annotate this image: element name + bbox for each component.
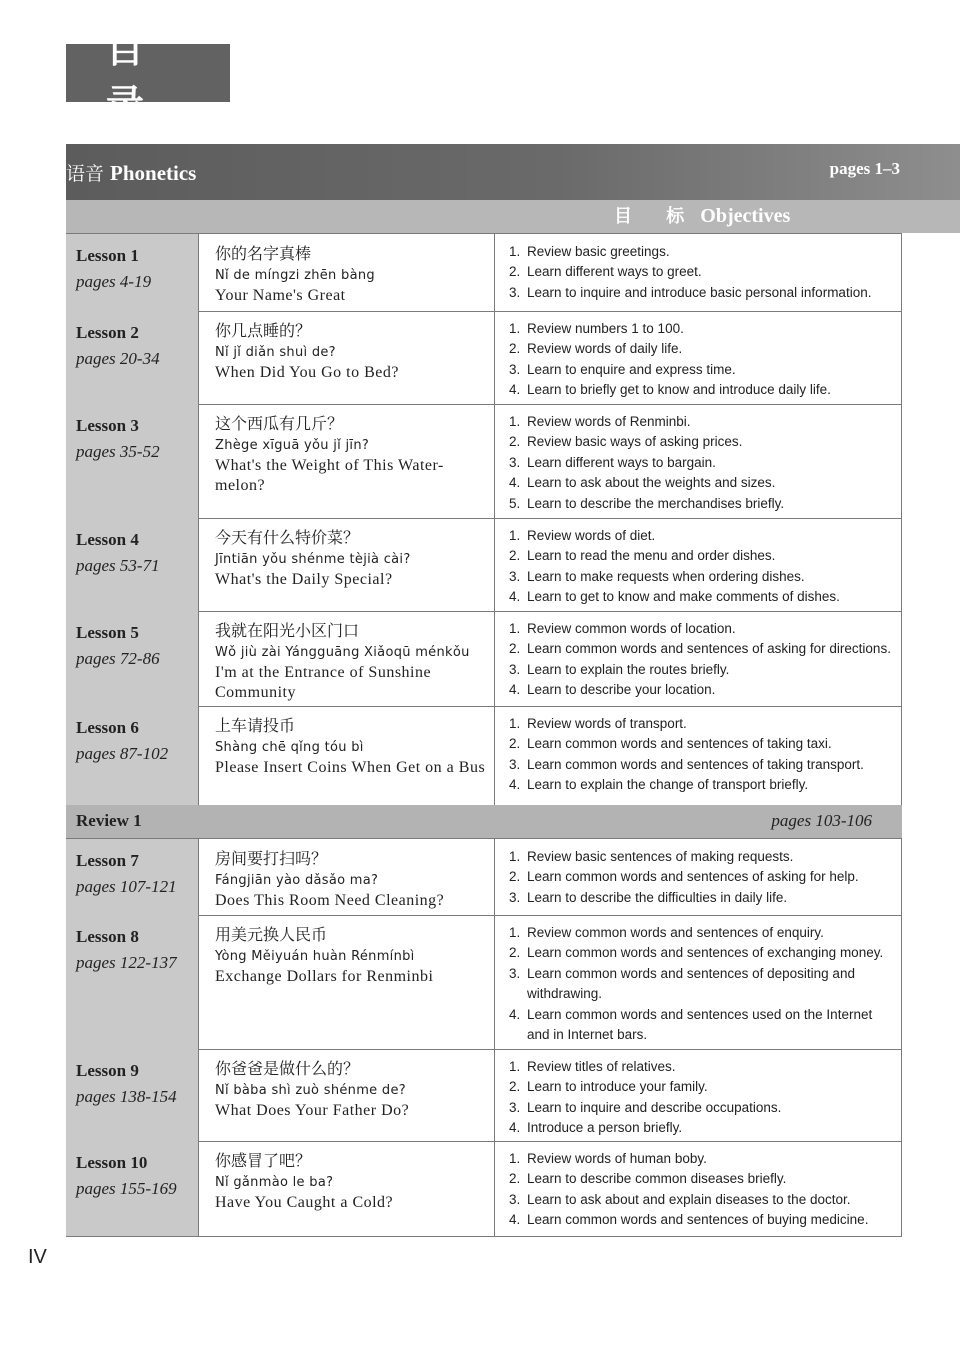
objective-number: 3. <box>509 661 521 677</box>
lesson-title-pinyin: Jīntiān yǒu shénme tèjià cài? <box>215 552 411 567</box>
objective-item <box>509 660 891 680</box>
objective-number: 3. <box>509 756 521 772</box>
objective-number: 1. <box>509 849 521 864</box>
review-row <box>66 805 902 839</box>
objective-number: 2. <box>509 641 521 657</box>
objective-number: 3. <box>509 965 521 981</box>
objective-number: 1. <box>509 528 521 543</box>
objectives-cell <box>495 706 902 805</box>
lesson-name: Lesson 8 <box>76 927 139 946</box>
objective-number: 3. <box>509 454 521 470</box>
objective-text: Review basic sentences of making requests. <box>527 849 794 864</box>
lesson-title-cell <box>199 1049 495 1141</box>
objective-text: Learn to explain the change of transport briefly. <box>527 777 809 793</box>
objective-number: 4. <box>509 777 521 793</box>
page-number: IV <box>28 1246 47 1268</box>
objective-text: Learn common words and sentences of asking for help. <box>527 869 859 885</box>
lesson-name: Lesson 7 <box>76 851 139 870</box>
lesson-pages: pages 72-86 <box>76 649 160 668</box>
objective-text: Review words of human boby. <box>527 1151 707 1166</box>
objective-item <box>509 1190 891 1210</box>
objective-number: 4. <box>509 382 521 398</box>
lesson-pages: pages 53-71 <box>76 556 160 575</box>
objective-number: 4. <box>509 1006 521 1022</box>
review-name: Review 1 <box>76 811 142 830</box>
objective-number: 1. <box>509 1151 521 1166</box>
objective-text: Learn to describe the merchandises briefly. <box>527 495 785 511</box>
lesson-title-en: What Does Your Father Do? <box>215 1102 410 1119</box>
lesson-title-zh: 上车请投币 <box>215 716 296 735</box>
objective-item <box>509 943 891 963</box>
objective-item <box>509 526 891 546</box>
lesson-title-en: Have You Caught a Cold? <box>215 1194 394 1211</box>
objective-number: 2. <box>509 264 521 280</box>
objectives-cell <box>495 311 902 404</box>
objective-text: Learn common words and sentences of taking transport. <box>527 756 864 772</box>
lesson-row <box>66 839 902 916</box>
objective-item <box>509 412 891 432</box>
lesson-cell <box>66 518 199 611</box>
lesson-title-cell <box>199 1141 495 1236</box>
lesson-name: Lesson 9 <box>76 1061 139 1080</box>
objective-text: Review basic greetings. <box>527 244 670 259</box>
section-header-bar <box>66 144 960 200</box>
lesson-title-cell <box>199 915 495 1049</box>
objective-number: 3. <box>509 284 521 300</box>
lesson-title-cell <box>199 311 495 404</box>
section-title-en: Phonetics <box>110 161 197 185</box>
objective-text: Learn to briefly get to know and introduce daily life. <box>527 382 831 398</box>
objective-text: Review words of transport. <box>527 716 687 731</box>
objective-text: Learn different ways to bargain. <box>527 454 716 470</box>
objective-item <box>509 847 891 867</box>
lesson-title-zh: 你爸爸是做什么的？ <box>215 1059 360 1078</box>
lesson-name: Lesson 1 <box>76 246 139 265</box>
objective-item <box>509 360 891 380</box>
lesson-title-pinyin: Yòng Měiyuán huàn Rénmínbì <box>215 949 415 964</box>
objective-number: 1. <box>509 1059 521 1074</box>
objective-text: Review titles of relatives. <box>527 1059 676 1074</box>
section-title <box>66 159 196 186</box>
objective-item <box>509 1118 891 1138</box>
lesson-title-pinyin: Fángjiān yào dǎsǎo ma? <box>215 873 379 888</box>
lesson-name: Lesson 2 <box>76 323 139 342</box>
objective-text: Learn to describe the difficulties in daily life. <box>527 889 788 905</box>
lesson-title-zh: 这个西瓜有几斤？ <box>215 414 344 433</box>
objective-item <box>509 1077 891 1097</box>
objectives-list <box>509 319 891 401</box>
page-title: 目 录 <box>66 44 230 102</box>
objective-number: 2. <box>509 548 521 564</box>
objective-item <box>509 680 891 700</box>
lesson-name: Lesson 5 <box>76 623 139 642</box>
objective-number: 1. <box>509 414 521 429</box>
lesson-pages: pages 155-169 <box>76 1179 177 1198</box>
objective-number: 3. <box>509 1099 521 1115</box>
lesson-pages: pages 138-154 <box>76 1087 177 1106</box>
objective-item <box>509 639 891 659</box>
objectives-header <box>614 202 790 228</box>
lesson-row <box>66 404 902 519</box>
objective-text: Learn to inquire and describe occupations. <box>527 1099 782 1115</box>
table-of-contents <box>66 233 902 1238</box>
lesson-pages: pages 4-19 <box>76 272 152 291</box>
lesson-pages: pages 107-121 <box>76 877 177 896</box>
objective-text: Learn to get to know and make comments of dishes. <box>527 589 840 605</box>
objectives-list <box>509 1149 891 1231</box>
objective-number: 3. <box>509 361 521 377</box>
objective-number: 4. <box>509 1212 521 1228</box>
objectives-list <box>509 526 891 608</box>
objective-text: Review words of Renminbi. <box>527 414 691 429</box>
lesson-row <box>66 1141 902 1237</box>
objectives-list <box>509 412 891 514</box>
lesson-name: Lesson 6 <box>76 718 139 737</box>
objective-item <box>509 888 891 908</box>
objective-item <box>509 283 891 303</box>
objective-item <box>509 262 891 282</box>
objective-item <box>509 453 891 473</box>
lesson-cell <box>66 404 199 518</box>
objective-item <box>509 380 891 400</box>
lesson-cell <box>66 1141 199 1236</box>
objective-item <box>509 432 891 452</box>
lesson-row <box>66 234 902 312</box>
objective-item <box>509 339 891 359</box>
lesson-name: Lesson 4 <box>76 530 139 549</box>
objective-number: 2. <box>509 341 521 357</box>
lesson-title-zh: 你感冒了吧？ <box>215 1151 312 1170</box>
lesson-title-pinyin: Shàng chē qǐng tóu bì <box>215 740 364 755</box>
objective-item <box>509 494 891 514</box>
objectives-cell <box>495 1049 902 1141</box>
lesson-title-zh: 你的名字真棒 <box>215 244 312 263</box>
lesson-row <box>66 915 902 1050</box>
objective-number: 4. <box>509 475 521 491</box>
objective-number: 4. <box>509 1120 521 1136</box>
lesson-title-en: Please Insert Coins When Get on a Bus <box>215 759 486 776</box>
lesson-cell <box>66 611 199 706</box>
objectives-cell <box>495 915 902 1049</box>
lesson-title-pinyin: Wǒ jiù zài Yángguāng Xiǎoqū ménkǒu <box>215 645 470 660</box>
objectives-cell <box>495 611 902 706</box>
objective-text: Review numbers 1 to 100. <box>527 321 684 336</box>
objectives-cell <box>495 839 902 915</box>
lesson-title-pinyin: Nǐ de míngzi zhēn bàng <box>215 268 375 283</box>
lesson-title-cell <box>199 518 495 611</box>
objective-item <box>509 1005 891 1046</box>
objective-item <box>509 587 891 607</box>
objectives-list <box>509 714 891 796</box>
objectives-header-zh: 目 标 <box>614 206 699 227</box>
lesson-title-en: What's the Weight of This Water-melon? <box>215 457 444 494</box>
objective-item <box>509 867 891 887</box>
objective-text: Learn common words and sentences of depositing and withdrawing. <box>527 965 855 1002</box>
objective-text: Learn to explain the routes briefly. <box>527 661 730 677</box>
lesson-row <box>66 611 902 707</box>
objectives-list <box>509 847 891 908</box>
objective-text: Learn to inquire and introduce basic personal information. <box>527 284 872 300</box>
objective-number: 4. <box>509 682 521 698</box>
review-pages: pages 103-106 <box>771 811 872 830</box>
lesson-pages: pages 122-137 <box>76 953 177 972</box>
objective-item <box>509 1210 891 1230</box>
objective-text: Learn common words and sentences used on the Internet and in Internet bars. <box>527 1006 873 1043</box>
lesson-pages: pages 87-102 <box>76 744 169 763</box>
objective-text: Review common words and sentences of enquiry. <box>527 925 824 940</box>
objective-text: Review common words of location. <box>527 621 736 636</box>
objective-number: 3. <box>509 889 521 905</box>
lesson-cell <box>66 1049 199 1141</box>
section-pages: pages 1–3 <box>829 159 900 178</box>
objective-item <box>509 567 891 587</box>
lesson-title-en: What's the Daily Special? <box>215 571 393 588</box>
objective-text: Learn common words and sentences of asking for directions. <box>527 641 891 657</box>
objective-text: Learn to ask about and explain diseases to the doctor. <box>527 1191 851 1207</box>
objectives-list <box>509 923 891 1045</box>
lesson-cell <box>66 915 199 1049</box>
objectives-list <box>509 1057 891 1139</box>
lesson-row <box>66 518 902 612</box>
objective-text: Learn different ways to greet. <box>527 264 702 280</box>
lesson-row <box>66 311 902 405</box>
lesson-name: Lesson 10 <box>76 1153 148 1172</box>
lesson-title-pinyin: Zhège xīguā yǒu jǐ jīn? <box>215 438 370 453</box>
objective-number: 3. <box>509 1191 521 1207</box>
lesson-title-cell <box>199 404 495 518</box>
objective-number: 2. <box>509 1171 521 1187</box>
lesson-title-cell <box>199 234 495 311</box>
section-title-zh: 语音 <box>66 163 105 185</box>
objective-item <box>509 319 891 339</box>
objective-item <box>509 923 891 943</box>
lesson-title-en: I'm at the Entrance of Sunshine Community <box>215 664 432 701</box>
lesson-row <box>66 706 902 806</box>
lesson-title-zh: 我就在阳光小区门口 <box>215 621 360 640</box>
objective-item <box>509 775 891 795</box>
objective-item <box>509 619 891 639</box>
objective-number: 4. <box>509 589 521 605</box>
objective-item <box>509 1169 891 1189</box>
objective-item <box>509 714 891 734</box>
lesson-title-en: Does This Room Need Cleaning? <box>215 892 445 909</box>
objective-text: Introduce a person briefly. <box>527 1120 683 1136</box>
objective-item <box>509 755 891 775</box>
lesson-row <box>66 1049 902 1142</box>
lesson-title-pinyin: Nǐ gǎnmào le ba? <box>215 1175 334 1190</box>
objectives-cell <box>495 404 902 518</box>
objective-text: Review words of diet. <box>527 528 656 543</box>
objectives-list <box>509 242 891 303</box>
lesson-title-en: Exchange Dollars for Renminbi <box>215 968 434 985</box>
lesson-title-zh: 房间要打扫吗？ <box>215 849 328 868</box>
objective-item <box>509 1057 891 1077</box>
objectives-header-en: Objectives <box>700 205 791 227</box>
lesson-title-en: Your Name's Great <box>215 287 346 304</box>
lesson-title-zh: 你几点睡的？ <box>215 321 312 340</box>
objectives-header-bar <box>66 200 960 233</box>
lesson-name: Lesson 3 <box>76 416 139 435</box>
objectives-cell <box>495 518 902 611</box>
lesson-cell <box>66 234 199 311</box>
objective-number: 1. <box>509 925 521 940</box>
objective-text: Learn to make requests when ordering dishes. <box>527 568 805 584</box>
lesson-title-pinyin: Nǐ bàba shì zuò shénme de? <box>215 1083 406 1098</box>
lesson-pages: pages 35-52 <box>76 442 160 461</box>
lesson-title-cell <box>199 706 495 805</box>
objectives-list <box>509 619 891 701</box>
lesson-cell <box>66 706 199 805</box>
objective-number: 2. <box>509 434 521 450</box>
lesson-cell <box>66 311 199 404</box>
objective-number: 3. <box>509 568 521 584</box>
lesson-cell <box>66 839 199 915</box>
lesson-pages: pages 20-34 <box>76 349 160 368</box>
objective-text: Learn to introduce your family. <box>527 1079 708 1095</box>
objectives-cell <box>495 1141 902 1236</box>
objective-text: Learn common words and sentences of buying medicine. <box>527 1212 869 1228</box>
objective-number: 1. <box>509 321 521 336</box>
objective-item <box>509 473 891 493</box>
objective-item <box>509 546 891 566</box>
objective-number: 1. <box>509 244 521 259</box>
objective-text: Learn to describe common diseases briefly. <box>527 1171 787 1187</box>
objective-item <box>509 964 891 1005</box>
objective-text: Learn to ask about the weights and sizes. <box>527 475 776 491</box>
objective-item <box>509 242 891 262</box>
objective-text: Learn to read the menu and order dishes. <box>527 548 776 564</box>
objective-number: 2. <box>509 945 521 961</box>
objectives-cell <box>495 234 902 311</box>
objective-number: 1. <box>509 716 521 731</box>
objective-number: 5. <box>509 495 521 511</box>
lesson-title-cell <box>199 839 495 915</box>
objective-number: 2. <box>509 869 521 885</box>
objective-number: 2. <box>509 736 521 752</box>
objective-text: Learn to describe your location. <box>527 682 716 698</box>
objective-number: 1. <box>509 621 521 636</box>
lesson-title-pinyin: Nǐ jǐ diǎn shuì de? <box>215 345 336 360</box>
objective-text: Learn to enquire and express time. <box>527 361 736 377</box>
objective-item <box>509 734 891 754</box>
objective-item <box>509 1149 891 1169</box>
objective-text: Learn common words and sentences of taking taxi. <box>527 736 832 752</box>
objective-text: Learn common words and sentences of exchanging money. <box>527 945 884 961</box>
objective-item <box>509 1098 891 1118</box>
objective-text: Review basic ways of asking prices. <box>527 434 743 450</box>
lesson-title-zh: 用美元换人民币 <box>215 925 328 944</box>
lesson-title-cell <box>199 611 495 706</box>
objective-text: Review words of daily life. <box>527 341 683 357</box>
objective-number: 2. <box>509 1079 521 1095</box>
lesson-title-en: When Did You Go to Bed? <box>215 364 399 381</box>
lesson-title-zh: 今天有什么特价菜？ <box>215 528 360 547</box>
